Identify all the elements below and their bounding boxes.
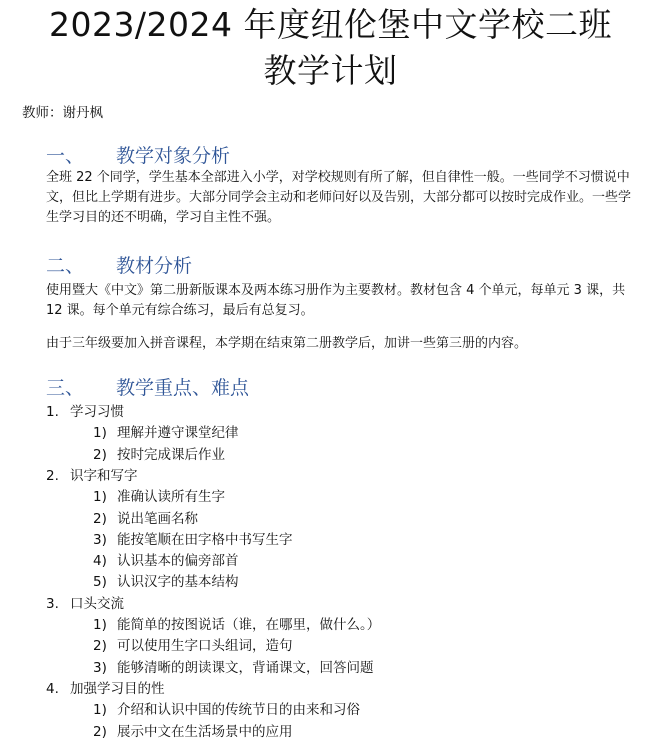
list-item-text: 可以使用生字口头组词，造句 [117,638,293,655]
list-marker: 5) [93,574,107,591]
section-number: 一、 [46,145,85,167]
list-label: 学习习惯 [70,404,124,420]
section-heading-2 [46,251,192,278]
list-marker: 2. [46,467,59,484]
list-item-text: 能简单的按图说话（谁，在哪里，做什么。） [117,617,381,633]
list-item-level2 [93,722,293,742]
section-number: 二、 [46,255,85,277]
list-item-level2 [93,615,380,635]
list-marker: 2) [93,510,107,527]
list-item-text: 准确认读所有生字 [117,489,225,506]
title-line-2: 教学计划 [263,51,398,90]
list-marker: 1) [93,702,107,719]
list-item-text: 理解并遵守课堂纪律 [117,425,239,442]
list-item-text: 展示中文在生活场景中的应用 [117,723,293,740]
list-item-level2 [93,700,360,720]
section-heading-1 [46,141,230,168]
list-item-level1 [46,679,165,699]
section-title: 教材分析 [116,255,193,277]
section-1-paragraph: 全班 22 个同学，学生基本全部进入小学，对学校规则有所了解，但自律性一般。一些同学不习惯说中文，但比上学期有进步。大部分同学会主动和老师问好以及告别，大部分都可以按时完成作业。一些学生学习目的还不明确，学习自主性不强。 [46,170,632,225]
list-item-text: 介绍和认识中国的传统节日的由来和习俗 [117,702,360,719]
list-item-level2 [93,509,198,529]
list-item-level2 [93,487,225,507]
section-heading-3 [46,373,249,400]
list-marker: 3) [93,659,107,676]
list-item-text: 能按笔顺在田字格中书写生字 [117,531,293,548]
list-item-text: 说出笔画名称 [117,510,198,527]
list-marker: 3. [46,595,59,612]
list-marker: 2) [93,723,107,740]
title-line-1: 2023/2024 年度纽伦堡中文学校二班 [48,5,613,44]
list-marker: 4. [46,680,59,697]
section-2-paragraph-1: 使用暨大《中文》第二册新版课本及两本练习册作为主要教材。教材包含 4 个单元，每单元 3 课，共 12 课。每个单元有综合练习，最后有总复习。 [46,283,626,318]
section-title: 教学对象分析 [116,145,231,167]
list-item-level2 [93,572,239,592]
list-label: 识字和写字 [70,467,138,484]
section-number: 三、 [46,377,85,399]
teacher-label: 教师：谢丹枫 [22,105,103,121]
list-item-text: 能够清晰的朗读课文，背诵课文，回答问题 [117,659,374,676]
list-label: 口头交流 [70,595,124,612]
list-item-level2 [93,636,293,656]
section-2-paragraph-2: 由于三年级要加入拼音课程，本学期在结束第二册教学后，加讲一些第三册的内容。 [46,336,528,351]
list-item-level1 [46,402,124,422]
section-title: 教学重点、难点 [116,377,250,399]
list-item-level1 [46,466,138,486]
list-marker: 1) [93,425,107,442]
list-item-text: 按时完成课后作业 [117,446,225,463]
document-title [0,0,661,94]
list-item-level2 [93,658,374,678]
list-marker: 4) [93,553,107,570]
list-marker: 1. [46,404,59,420]
list-marker: 3) [93,531,107,548]
list-item-level1 [46,594,124,614]
list-marker: 2) [93,638,107,655]
list-item-level2 [93,445,225,465]
list-label: 加强学习目的性 [70,680,165,697]
list-item-text: 认识基本的偏旁部首 [117,553,239,570]
list-item-level2 [93,551,239,571]
list-marker: 2) [93,446,107,463]
list-item-level2 [93,530,293,550]
list-item-text: 认识汉字的基本结构 [117,574,239,591]
list-marker: 1) [93,489,107,506]
list-marker: 1) [93,617,107,633]
list-item-level2 [93,423,239,443]
